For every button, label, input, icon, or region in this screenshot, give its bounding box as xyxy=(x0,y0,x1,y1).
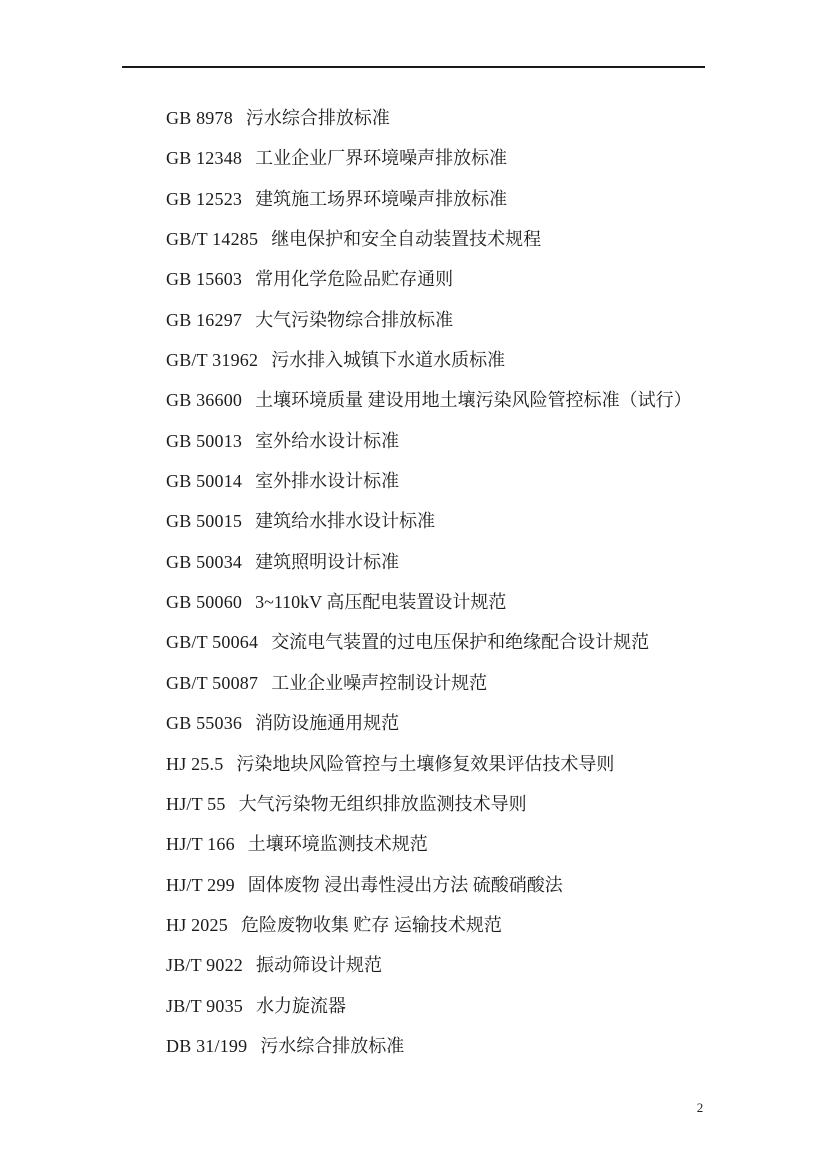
standard-item xyxy=(166,300,816,340)
standard-item xyxy=(166,1026,816,1066)
standard-item xyxy=(166,461,816,501)
standard-item xyxy=(166,986,816,1026)
standards-list xyxy=(166,98,816,1066)
standard-code: GB 50015 xyxy=(166,511,243,532)
standard-title: 土壤环境监测技术规范 xyxy=(247,834,428,855)
standard-code: HJ 25.5 xyxy=(166,753,224,774)
standard-title: 大气污染物无组织排放监测技术导则 xyxy=(238,793,527,814)
standard-item xyxy=(166,259,816,299)
standard-item xyxy=(166,744,816,784)
standard-title: 污染地块风险管控与土壤修复效果评估技术导则 xyxy=(236,753,615,774)
standard-item xyxy=(166,340,816,380)
standard-item xyxy=(166,138,816,178)
standard-code: GB 16297 xyxy=(166,309,243,330)
standard-item xyxy=(166,945,816,985)
standard-item xyxy=(166,421,816,461)
standard-title: 交流电气装置的过电压保护和绝缘配合设计规范 xyxy=(271,632,650,653)
standard-title: 继电保护和安全自动装置技术规程 xyxy=(271,229,542,250)
standard-code: HJ 2025 xyxy=(166,914,228,935)
standard-code: GB 12523 xyxy=(166,188,243,209)
standard-title: 室外排水设计标准 xyxy=(255,471,400,492)
standard-item xyxy=(166,703,816,743)
standard-code: HJ/T 166 xyxy=(166,834,235,855)
standard-code: GB 15603 xyxy=(166,269,243,290)
standard-title: 污水综合排放标准 xyxy=(245,108,390,128)
standard-code: GB 50060 xyxy=(166,592,243,613)
standard-title: 建筑给水排水设计标准 xyxy=(255,511,436,532)
standard-title: 消防设施通用规范 xyxy=(255,713,400,734)
standard-item xyxy=(166,501,816,541)
standard-title: 工业企业噪声控制设计规范 xyxy=(271,672,488,693)
standard-code: GB 8978 xyxy=(166,108,233,128)
page-number: 2 xyxy=(696,1100,704,1115)
standard-title: 建筑照明设计标准 xyxy=(255,551,400,572)
standard-title: 危险废物收集 贮存 运输技术规范 xyxy=(240,914,502,935)
standard-code: GB/T 31962 xyxy=(166,350,259,371)
standard-code: HJ/T 55 xyxy=(166,793,226,814)
standard-title: 固体废物 浸出毒性浸出方法 硫酸硝酸法 xyxy=(247,874,563,895)
standard-code: GB 50013 xyxy=(166,430,243,451)
standard-title: 水力旋流器 xyxy=(255,995,346,1016)
header-rule xyxy=(122,66,705,68)
standard-title: 建筑施工场界环境噪声排放标准 xyxy=(255,188,508,209)
standard-item xyxy=(166,179,816,219)
standard-code: GB 50014 xyxy=(166,471,243,492)
standard-item xyxy=(166,542,816,582)
standard-item xyxy=(166,905,816,945)
standard-title: 3~110kV 高压配电装置设计规范 xyxy=(255,592,507,613)
standard-code: JB/T 9035 xyxy=(166,995,243,1016)
standard-item xyxy=(166,865,816,905)
standard-item xyxy=(166,380,816,420)
standard-code: GB/T 50064 xyxy=(166,632,259,653)
standard-code: GB/T 14285 xyxy=(166,229,259,250)
standard-item xyxy=(166,824,816,864)
standard-item xyxy=(166,582,816,622)
standard-code: JB/T 9022 xyxy=(166,955,243,976)
standard-title: 常用化学危险品贮存通则 xyxy=(255,269,454,290)
standard-code: DB 31/199 xyxy=(166,1035,248,1056)
standard-code: GB 12348 xyxy=(166,148,243,169)
standard-code: GB 50034 xyxy=(166,551,243,572)
standard-title: 土壤环境质量 建设用地土壤污染风险管控标准（试行） xyxy=(255,390,692,411)
standard-item xyxy=(166,784,816,824)
standard-title: 污水综合排放标准 xyxy=(260,1035,405,1056)
standard-title: 室外给水设计标准 xyxy=(255,430,400,451)
standard-item xyxy=(166,663,816,703)
standard-code: GB/T 50087 xyxy=(166,672,259,693)
standard-title: 污水排入城镇下水道水质标准 xyxy=(271,350,506,371)
standard-code: GB 55036 xyxy=(166,713,243,734)
standard-item xyxy=(166,219,816,259)
standard-title: 振动筛设计规范 xyxy=(255,955,382,976)
standard-code: HJ/T 299 xyxy=(166,874,235,895)
standard-item xyxy=(166,98,816,138)
standard-title: 工业企业厂界环境噪声排放标准 xyxy=(255,148,508,169)
standard-code: GB 36600 xyxy=(166,390,243,411)
standard-item xyxy=(166,622,816,662)
standard-title: 大气污染物综合排放标准 xyxy=(255,309,454,330)
